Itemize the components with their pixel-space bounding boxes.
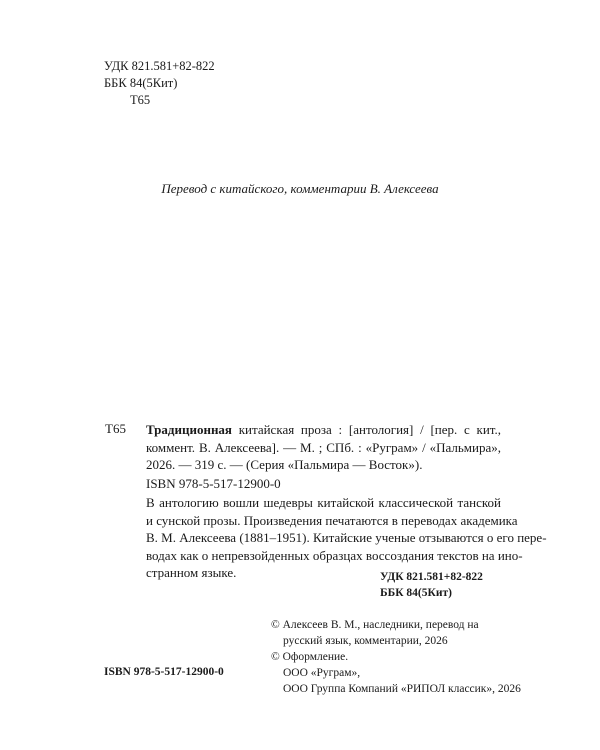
bbk-code: ББК 84(5Кит) bbox=[104, 76, 178, 90]
copyright-block bbox=[271, 617, 521, 697]
catalog-entry bbox=[146, 421, 501, 474]
udk-block bbox=[104, 58, 215, 109]
copyright-line-1: © Алексеев В. М., наследники, перевод на bbox=[271, 619, 479, 631]
classification-block bbox=[380, 569, 483, 601]
copyright-line-2: русский язык, комментарии, 2026 bbox=[283, 635, 448, 647]
copyright-line-5: ООО Группа Компаний «РИПОЛ классик», 2026 bbox=[283, 683, 521, 695]
catalog-line-1-rest: китайская проза : [антология] / [пер. с кит., bbox=[231, 422, 501, 437]
copyright-line-4: ООО «Ругрaм», bbox=[283, 667, 361, 679]
classification-bbk: ББК 84(5Кит) bbox=[380, 587, 452, 599]
udk-code: УДК 821.581+82-822 bbox=[104, 59, 215, 73]
classification-udk: УДК 821.581+82-822 bbox=[380, 571, 483, 583]
catalog-author-code: Т65 bbox=[105, 421, 126, 436]
annotation-line-4: водах как о непревзойденных образцах воссоздания текстов на ино- bbox=[146, 547, 523, 563]
annotation-line-3: В. М. Алексеева (1881–1951). Китайские ученые отзываются о его пере- bbox=[146, 530, 547, 545]
isbn-bottom: ISBN 978-5-517-12900-0 bbox=[104, 666, 224, 678]
annotation-line-1: В антологию вошли шедевры китайской классической танской bbox=[146, 495, 501, 510]
translator-note: Перевод с китайского, комментарии В. Алексеева bbox=[161, 181, 439, 196]
annotation-line-2: и сунской прозы. Произведения печатаются в переводах академика bbox=[146, 512, 518, 528]
catalog-isbn: ISBN 978-5-517-12900-0 bbox=[146, 476, 281, 491]
catalog-line-3: 2026. — 319 с. — (Серия «Пальмира — Восток»). bbox=[146, 457, 423, 472]
catalog-line-1 bbox=[146, 421, 501, 439]
catalog-line-2: коммент. В. Алексеева]. — М. ; СПб. : «Ругрaм» / «Пальмира», bbox=[146, 439, 501, 455]
catalog-title-bold: Традиционная bbox=[146, 422, 232, 437]
author-code: Т65 bbox=[130, 93, 151, 107]
copyright-line-3: © Оформление. bbox=[271, 651, 349, 663]
annotation-line-5: странном языке. bbox=[146, 565, 237, 580]
